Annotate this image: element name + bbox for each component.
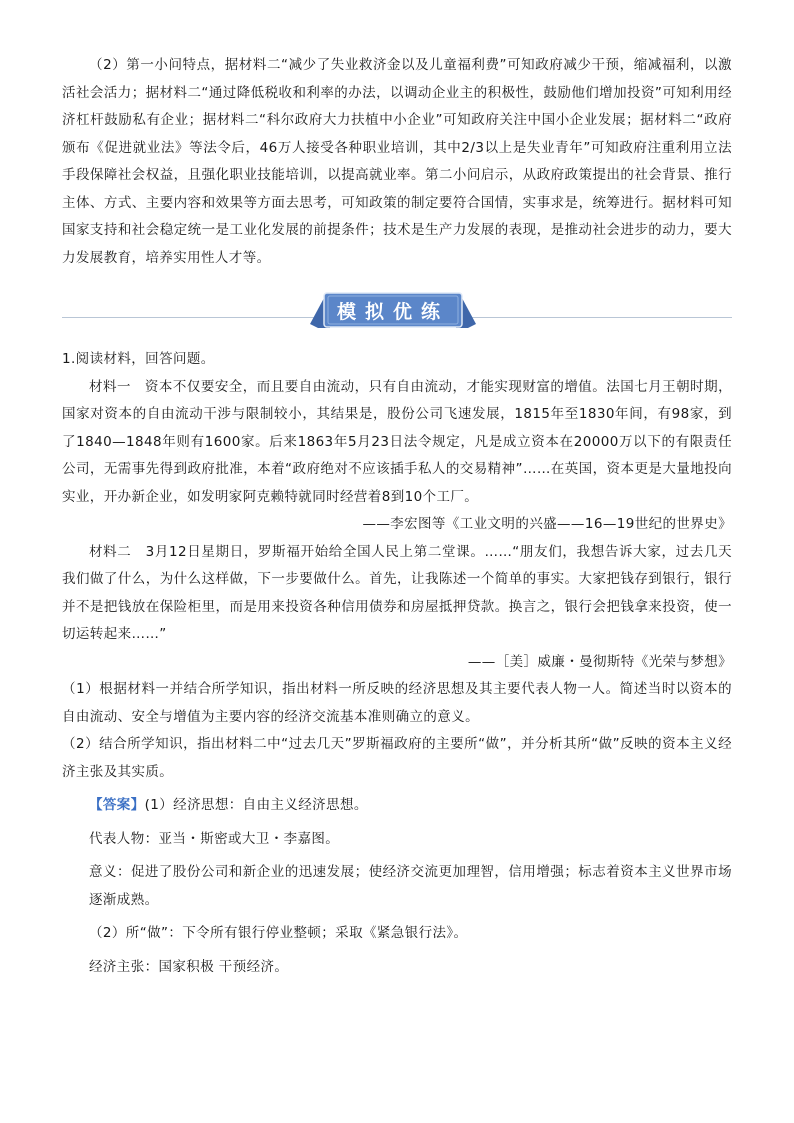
material-one: 材料一 资本不仅要安全，而且要自由流动，只有自由流动，才能实现财富的增值。法国七月王朝时期，国家对资本的自由流动干涉与限制较小，其结果是，股份公司飞速发展，1815年至1830年间，有98家，到了1840—1848年则有1600家。后来1863年5月23日法令规定，凡是成立资本在20000万以下的有限责任公司，无需事先得到政府批准，本着“政府绝对不应该插手私人的交易精神”……在英国，资本更是大量地投向实业，开办新企业，如发明家阿克赖特就同时经营着8到10个工厂。 xyxy=(62,378,732,505)
answer-line-2: 代表人物：亚当・斯密或大卫・李嘉图。 xyxy=(89,830,340,847)
answer-line-1 xyxy=(62,792,732,820)
answer-line-4: （2）所“做”：下令所有银行停业整顿；采取《紧急银行法》。 xyxy=(89,925,468,941)
banner-title: 模拟优练 xyxy=(336,300,449,323)
section-banner xyxy=(62,290,732,332)
banner-badge xyxy=(310,290,476,332)
sub-question-two: （2）结合所学知识，指出材料二中“过去几天”罗斯福政府的主要所“做”，并分析其所“做”反映的资本主义经济主张及其实质。 xyxy=(62,736,732,780)
sub-question-one: （1）根据材料一并结合所学知识，指出材料一所反映的经济思想及其主要代表人物一人。简述当时以资本的自由流动、安全与增值为主要内容的经济交流基本准则确立的意义。 xyxy=(62,681,732,725)
material-two: 材料二 3月12日星期日，罗斯福开始给全国人民上第二堂课。……“朋友们，我想告诉大家，过去几天我们做了什么，为什么这样做，下一步要做什么。首先，让我陈述一个简单的事实。大家把钱存到银行，银行并不是把钱放在保险柜里，而是用来投资各种信用债券和房屋抵押贷款。换言之，银行会把钱拿来投资，使一切运转起来……” xyxy=(62,543,732,642)
previous-answer-paragraph: （2）第一小问特点，据材料二“减少了失业救济金以及儿童福利费”可知政府减少干预，缩减福利，以激活社会活力；据材料二“通过降低税收和利率的办法，以调动企业主的积极性，鼓励他们增加投资”可知利用经济杠杆鼓励私有企业；据材料二“科尔政府大力扶植中小企业”可知政府关注中国小企业发展；据材料二“政府颁布《促进就业法》等法令后，46万人接受各种职业培训，其中2/3以上是失业青年”可知政府注重利用立法手段保障社会权益，且强化职业技能培训，以提高就业率。第二小问启示，从政府政策提出的社会背景、推行主体、方式、主要内容和效果等方面去思考，可知政策的制定要符合国情，实事求是，统筹进行。据材料可知国家支持和社会稳定统一是工业化发展的前提条件；技术是生产力发展的表现，是推动社会进步的动力，要大力发展教育，培养实用性人才等。 xyxy=(62,57,732,266)
document-page xyxy=(62,52,732,981)
material-two-source: ——［美］威廉・曼彻斯特《光荣与梦想》 xyxy=(467,653,732,670)
question-intro: 1.阅读材料，回答问题。 xyxy=(62,351,215,367)
answer-line-3: 意义：促进了股份公司和新企业的迅速发展；使经济交流更加理智，信用增强；标志着资本主义世界市场逐渐成熟。 xyxy=(89,864,732,908)
answer-tag: 【答案】 xyxy=(89,797,145,813)
material-one-source: ——李宏图等《工业文明的兴盛——16—19世纪的世界史》 xyxy=(362,516,732,532)
answer-line-5: 经济主张：国家积极 干预经济。 xyxy=(89,958,289,975)
answer-line-1-text: (1）经济思想：自由主义经济思想。 xyxy=(144,797,368,813)
